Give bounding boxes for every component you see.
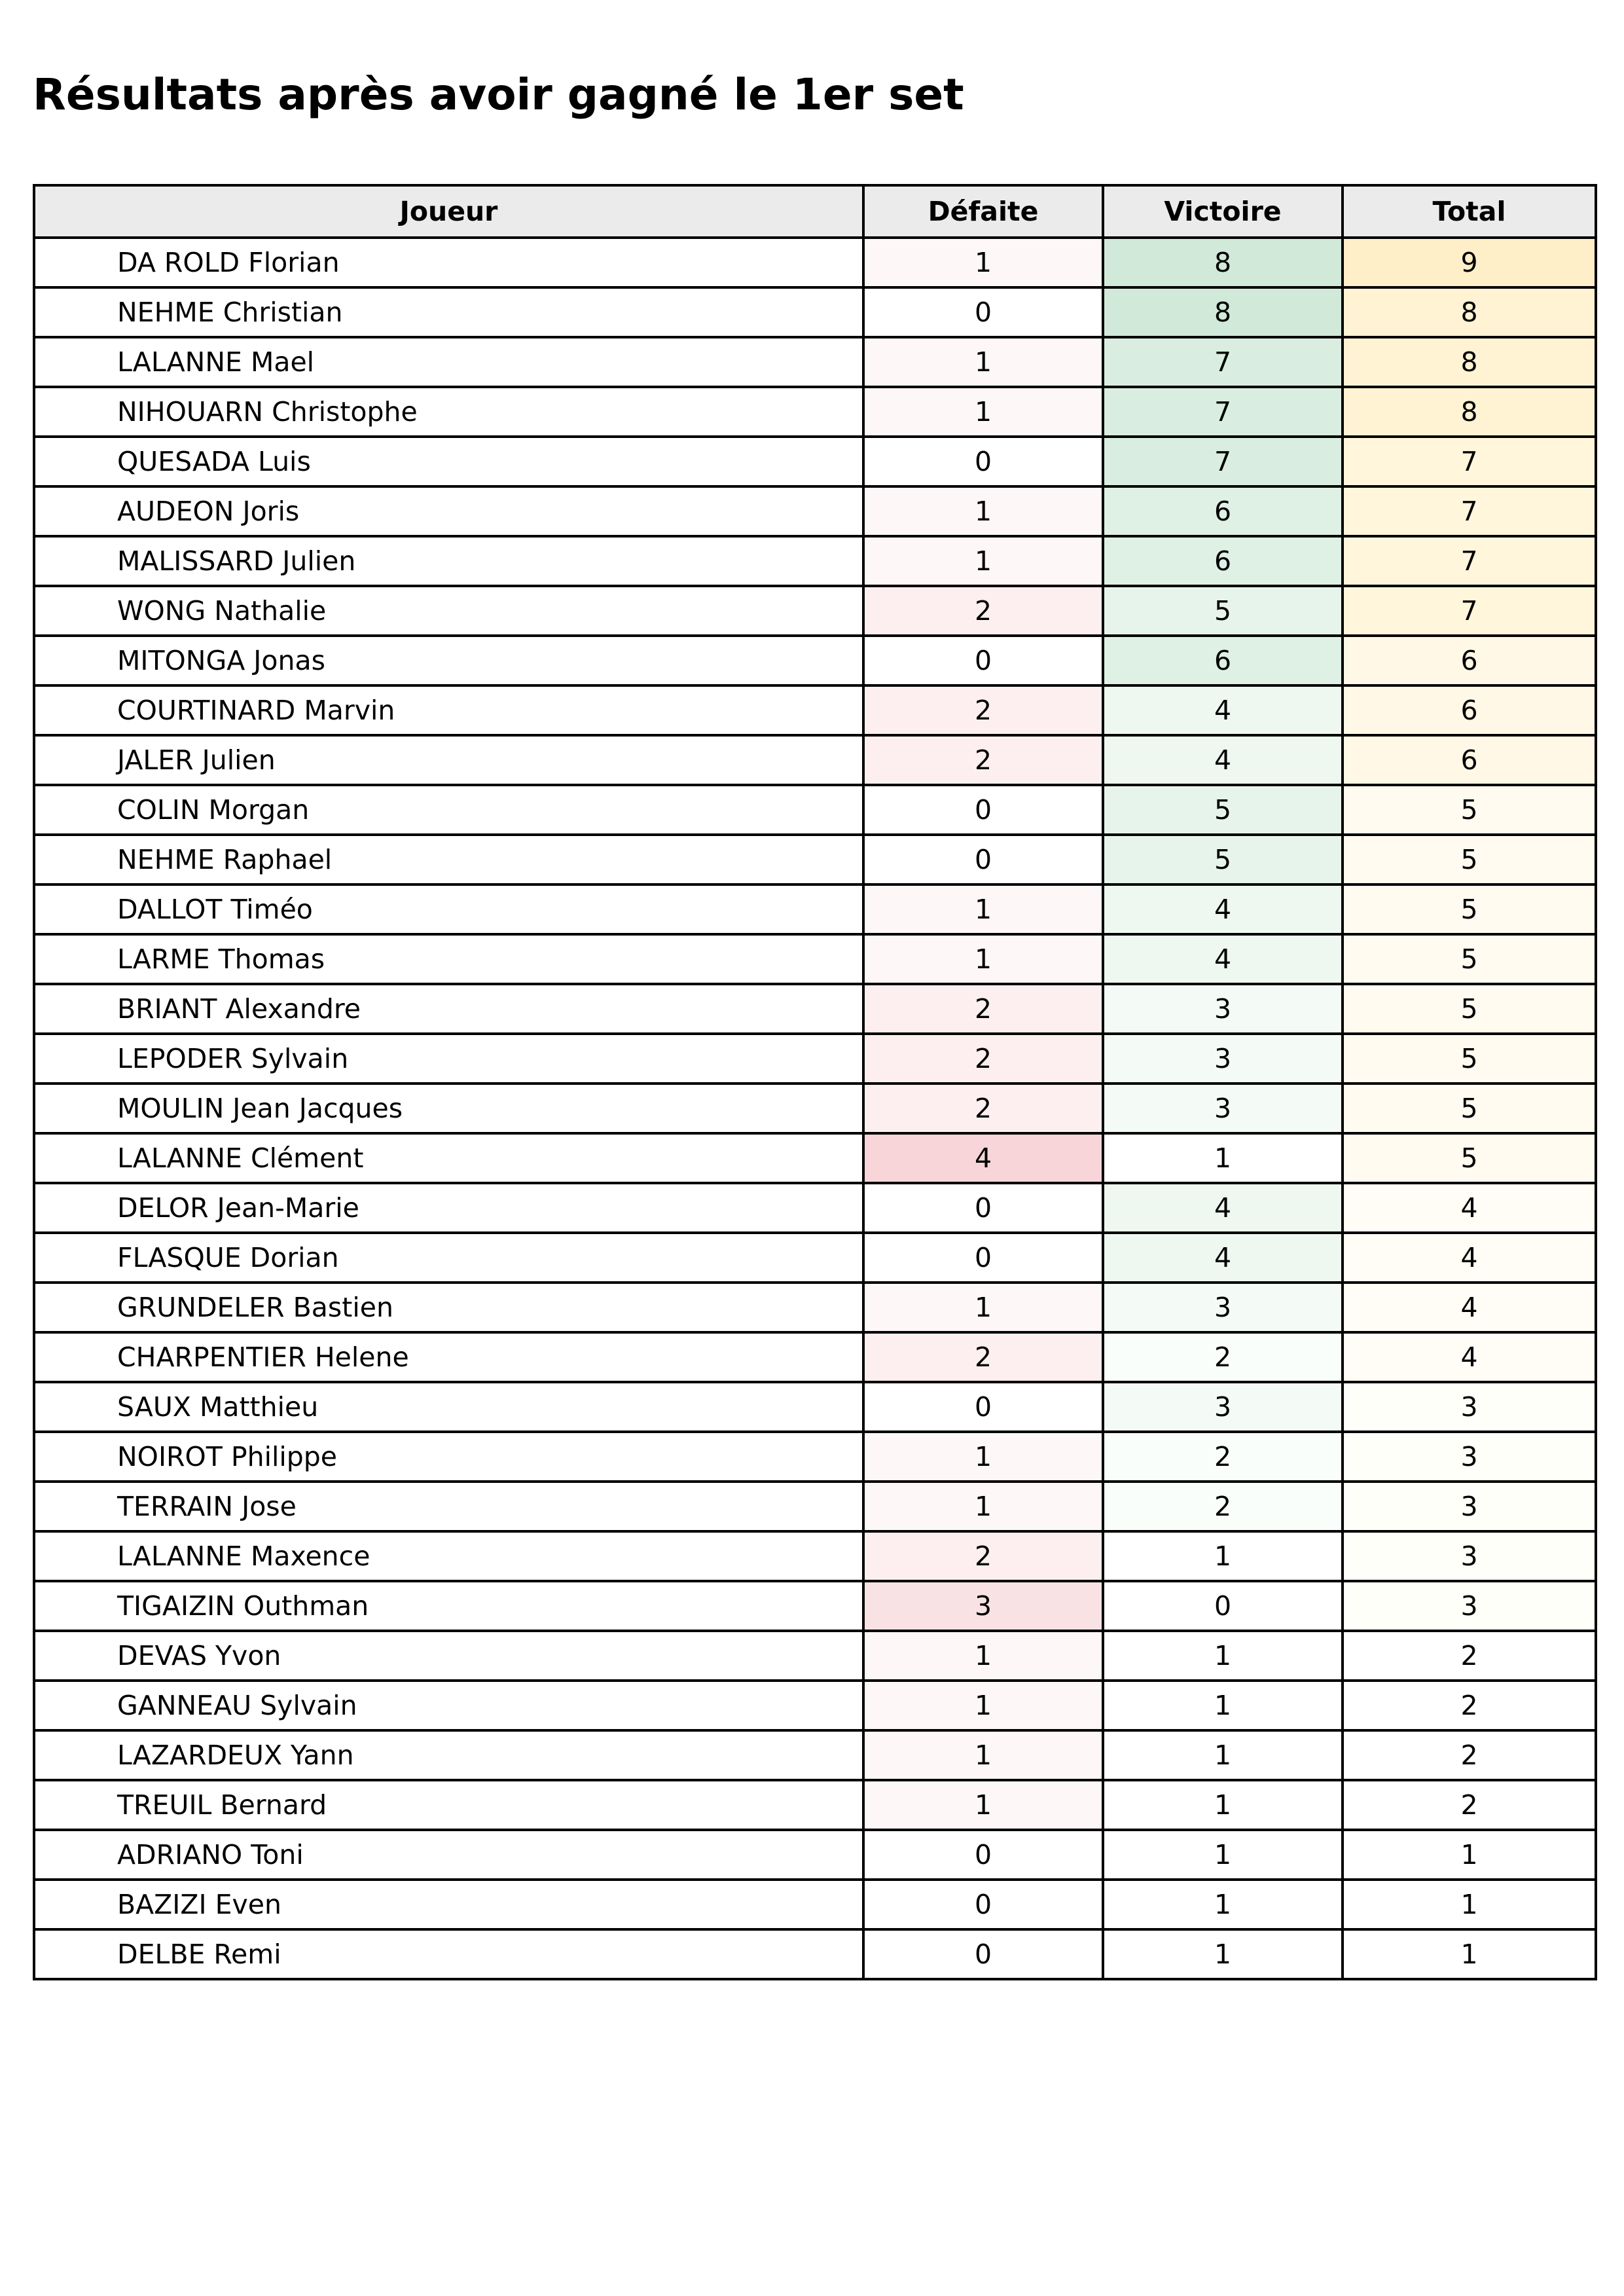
- total-cell: 4: [1343, 1183, 1596, 1233]
- victoire-cell: 7: [1103, 337, 1343, 387]
- total-cell: 1: [1343, 1929, 1596, 1979]
- victoire-cell: 2: [1103, 1432, 1343, 1482]
- table-row: [34, 1382, 1596, 1432]
- table-row: [34, 1233, 1596, 1283]
- table-row: [34, 1283, 1596, 1332]
- player-name-cell: TIGAIZIN Outhman: [34, 1581, 863, 1631]
- player-name-cell: TREUIL Bernard: [34, 1780, 863, 1830]
- total-cell: 3: [1343, 1382, 1596, 1432]
- defaite-cell: 0: [863, 785, 1103, 835]
- player-name-cell: BRIANT Alexandre: [34, 984, 863, 1034]
- table-row: [34, 1183, 1596, 1233]
- defaite-cell: 4: [863, 1133, 1103, 1183]
- total-cell: 6: [1343, 685, 1596, 735]
- player-name-cell: MALISSARD Julien: [34, 536, 863, 586]
- victoire-cell: 1: [1103, 1929, 1343, 1979]
- victoire-cell: 8: [1103, 238, 1343, 287]
- victoire-cell: 2: [1103, 1482, 1343, 1531]
- table-row: [34, 1730, 1596, 1780]
- defaite-cell: 2: [863, 1531, 1103, 1581]
- defaite-cell: 1: [863, 1482, 1103, 1531]
- victoire-cell: 4: [1103, 934, 1343, 984]
- total-cell: 9: [1343, 238, 1596, 287]
- table-row: [34, 486, 1596, 536]
- defaite-cell: 0: [863, 1233, 1103, 1283]
- defaite-cell: 1: [863, 1780, 1103, 1830]
- victoire-cell: 1: [1103, 1631, 1343, 1681]
- table-row: [34, 437, 1596, 486]
- defaite-cell: 1: [863, 1730, 1103, 1780]
- total-cell: 2: [1343, 1780, 1596, 1830]
- player-name-cell: LEPODER Sylvain: [34, 1034, 863, 1084]
- defaite-cell: 1: [863, 1681, 1103, 1730]
- table-row: [34, 238, 1596, 287]
- defaite-cell: 1: [863, 1432, 1103, 1482]
- player-name-cell: BAZIZI Even: [34, 1880, 863, 1929]
- victoire-cell: 6: [1103, 536, 1343, 586]
- victoire-cell: 4: [1103, 685, 1343, 735]
- total-cell: 4: [1343, 1332, 1596, 1382]
- defaite-cell: 1: [863, 486, 1103, 536]
- victoire-cell: 1: [1103, 1681, 1343, 1730]
- table-row: [34, 934, 1596, 984]
- defaite-cell: 3: [863, 1581, 1103, 1631]
- total-cell: 5: [1343, 835, 1596, 884]
- column-header-defaite: Défaite: [863, 185, 1103, 238]
- player-name-cell: NEHME Christian: [34, 287, 863, 337]
- table-row: [34, 735, 1596, 785]
- defaite-cell: 0: [863, 287, 1103, 337]
- table-row: [34, 1482, 1596, 1531]
- victoire-cell: 1: [1103, 1830, 1343, 1880]
- table-row: [34, 1929, 1596, 1979]
- total-cell: 4: [1343, 1283, 1596, 1332]
- table-row: [34, 984, 1596, 1034]
- player-name-cell: NEHME Raphael: [34, 835, 863, 884]
- total-cell: 5: [1343, 785, 1596, 835]
- table-row: [34, 1084, 1596, 1133]
- victoire-cell: 0: [1103, 1581, 1343, 1631]
- player-name-cell: LARME Thomas: [34, 934, 863, 984]
- table-row: [34, 287, 1596, 337]
- player-name-cell: FLASQUE Dorian: [34, 1233, 863, 1283]
- player-name-cell: GRUNDELER Bastien: [34, 1283, 863, 1332]
- defaite-cell: 2: [863, 1034, 1103, 1084]
- total-cell: 3: [1343, 1482, 1596, 1531]
- defaite-cell: 1: [863, 536, 1103, 586]
- column-header-victoire: Victoire: [1103, 185, 1343, 238]
- total-cell: 7: [1343, 586, 1596, 636]
- player-name-cell: LALANNE Clément: [34, 1133, 863, 1183]
- total-cell: 4: [1343, 1233, 1596, 1283]
- defaite-cell: 0: [863, 437, 1103, 486]
- victoire-cell: 2: [1103, 1332, 1343, 1382]
- total-cell: 2: [1343, 1730, 1596, 1780]
- total-cell: 6: [1343, 735, 1596, 785]
- player-name-cell: TERRAIN Jose: [34, 1482, 863, 1531]
- defaite-cell: 2: [863, 984, 1103, 1034]
- player-name-cell: WONG Nathalie: [34, 586, 863, 636]
- defaite-cell: 1: [863, 387, 1103, 437]
- table-row: [34, 1780, 1596, 1830]
- column-header-total: Total: [1343, 185, 1596, 238]
- player-name-cell: SAUX Matthieu: [34, 1382, 863, 1432]
- player-name-cell: DELOR Jean-Marie: [34, 1183, 863, 1233]
- table-row: [34, 337, 1596, 387]
- victoire-cell: 5: [1103, 785, 1343, 835]
- victoire-cell: 6: [1103, 486, 1343, 536]
- total-cell: 3: [1343, 1581, 1596, 1631]
- victoire-cell: 4: [1103, 1233, 1343, 1283]
- victoire-cell: 1: [1103, 1880, 1343, 1929]
- player-name-cell: CHARPENTIER Helene: [34, 1332, 863, 1382]
- victoire-cell: 1: [1103, 1531, 1343, 1581]
- table-row: [34, 1681, 1596, 1730]
- total-cell: 7: [1343, 536, 1596, 586]
- defaite-cell: 1: [863, 337, 1103, 387]
- header-row: [34, 185, 1596, 238]
- victoire-cell: 5: [1103, 835, 1343, 884]
- defaite-cell: 0: [863, 636, 1103, 685]
- table-row: [34, 1830, 1596, 1880]
- victoire-cell: 1: [1103, 1780, 1343, 1830]
- victoire-cell: 7: [1103, 387, 1343, 437]
- player-name-cell: MITONGA Jonas: [34, 636, 863, 685]
- table-row: [34, 1332, 1596, 1382]
- table-row: [34, 835, 1596, 884]
- total-cell: 3: [1343, 1531, 1596, 1581]
- table-row: [34, 1581, 1596, 1631]
- defaite-cell: 0: [863, 1830, 1103, 1880]
- total-cell: 8: [1343, 337, 1596, 387]
- total-cell: 5: [1343, 884, 1596, 934]
- player-name-cell: LAZARDEUX Yann: [34, 1730, 863, 1780]
- total-cell: 5: [1343, 1133, 1596, 1183]
- table-row: [34, 536, 1596, 586]
- table-row: [34, 1880, 1596, 1929]
- table-row: [34, 785, 1596, 835]
- table-row: [34, 636, 1596, 685]
- table-header: [34, 185, 1596, 238]
- total-cell: 5: [1343, 984, 1596, 1034]
- player-name-cell: COLIN Morgan: [34, 785, 863, 835]
- player-name-cell: ADRIANO Toni: [34, 1830, 863, 1880]
- player-name-cell: GANNEAU Sylvain: [34, 1681, 863, 1730]
- defaite-cell: 2: [863, 1332, 1103, 1382]
- victoire-cell: 3: [1103, 1283, 1343, 1332]
- player-name-cell: NOIROT Philippe: [34, 1432, 863, 1482]
- table-row: [34, 1034, 1596, 1084]
- total-cell: 1: [1343, 1880, 1596, 1929]
- total-cell: 8: [1343, 387, 1596, 437]
- total-cell: 5: [1343, 934, 1596, 984]
- victoire-cell: 6: [1103, 636, 1343, 685]
- defaite-cell: 2: [863, 735, 1103, 785]
- defaite-cell: 2: [863, 586, 1103, 636]
- victoire-cell: 3: [1103, 1034, 1343, 1084]
- total-cell: 3: [1343, 1432, 1596, 1482]
- defaite-cell: 1: [863, 1631, 1103, 1681]
- defaite-cell: 0: [863, 835, 1103, 884]
- player-name-cell: AUDEON Joris: [34, 486, 863, 536]
- results-table: [33, 184, 1597, 1980]
- column-header-joueur: Joueur: [34, 185, 863, 238]
- victoire-cell: 8: [1103, 287, 1343, 337]
- victoire-cell: 3: [1103, 1084, 1343, 1133]
- table-row: [34, 1531, 1596, 1581]
- total-cell: 5: [1343, 1034, 1596, 1084]
- victoire-cell: 7: [1103, 437, 1343, 486]
- defaite-cell: 1: [863, 934, 1103, 984]
- defaite-cell: 2: [863, 685, 1103, 735]
- total-cell: 6: [1343, 636, 1596, 685]
- defaite-cell: 1: [863, 884, 1103, 934]
- defaite-cell: 1: [863, 238, 1103, 287]
- player-name-cell: LALANNE Maxence: [34, 1531, 863, 1581]
- victoire-cell: 4: [1103, 884, 1343, 934]
- table-row: [34, 1133, 1596, 1183]
- table-row: [34, 1631, 1596, 1681]
- table-row: [34, 884, 1596, 934]
- total-cell: 7: [1343, 486, 1596, 536]
- victoire-cell: 1: [1103, 1730, 1343, 1780]
- player-name-cell: DEVAS Yvon: [34, 1631, 863, 1681]
- victoire-cell: 3: [1103, 1382, 1343, 1432]
- total-cell: 2: [1343, 1681, 1596, 1730]
- player-name-cell: LALANNE Mael: [34, 337, 863, 387]
- table-row: [34, 586, 1596, 636]
- defaite-cell: 0: [863, 1880, 1103, 1929]
- player-name-cell: QUESADA Luis: [34, 437, 863, 486]
- table-row: [34, 1432, 1596, 1482]
- defaite-cell: 0: [863, 1929, 1103, 1979]
- defaite-cell: 1: [863, 1283, 1103, 1332]
- defaite-cell: 2: [863, 1084, 1103, 1133]
- total-cell: 7: [1343, 437, 1596, 486]
- table-row: [34, 387, 1596, 437]
- player-name-cell: JALER Julien: [34, 735, 863, 785]
- total-cell: 8: [1343, 287, 1596, 337]
- table-body: [34, 238, 1596, 1979]
- player-name-cell: DELBE Remi: [34, 1929, 863, 1979]
- victoire-cell: 4: [1103, 735, 1343, 785]
- total-cell: 2: [1343, 1631, 1596, 1681]
- player-name-cell: DALLOT Timéo: [34, 884, 863, 934]
- player-name-cell: COURTINARD Marvin: [34, 685, 863, 735]
- victoire-cell: 1: [1103, 1133, 1343, 1183]
- player-name-cell: MOULIN Jean Jacques: [34, 1084, 863, 1133]
- victoire-cell: 3: [1103, 984, 1343, 1034]
- player-name-cell: NIHOUARN Christophe: [34, 387, 863, 437]
- total-cell: 5: [1343, 1084, 1596, 1133]
- victoire-cell: 5: [1103, 586, 1343, 636]
- defaite-cell: 0: [863, 1382, 1103, 1432]
- player-name-cell: DA ROLD Florian: [34, 238, 863, 287]
- table-row: [34, 685, 1596, 735]
- total-cell: 1: [1343, 1830, 1596, 1880]
- victoire-cell: 4: [1103, 1183, 1343, 1233]
- page-title: Résultats après avoir gagné le 1er set: [33, 69, 964, 120]
- defaite-cell: 0: [863, 1183, 1103, 1233]
